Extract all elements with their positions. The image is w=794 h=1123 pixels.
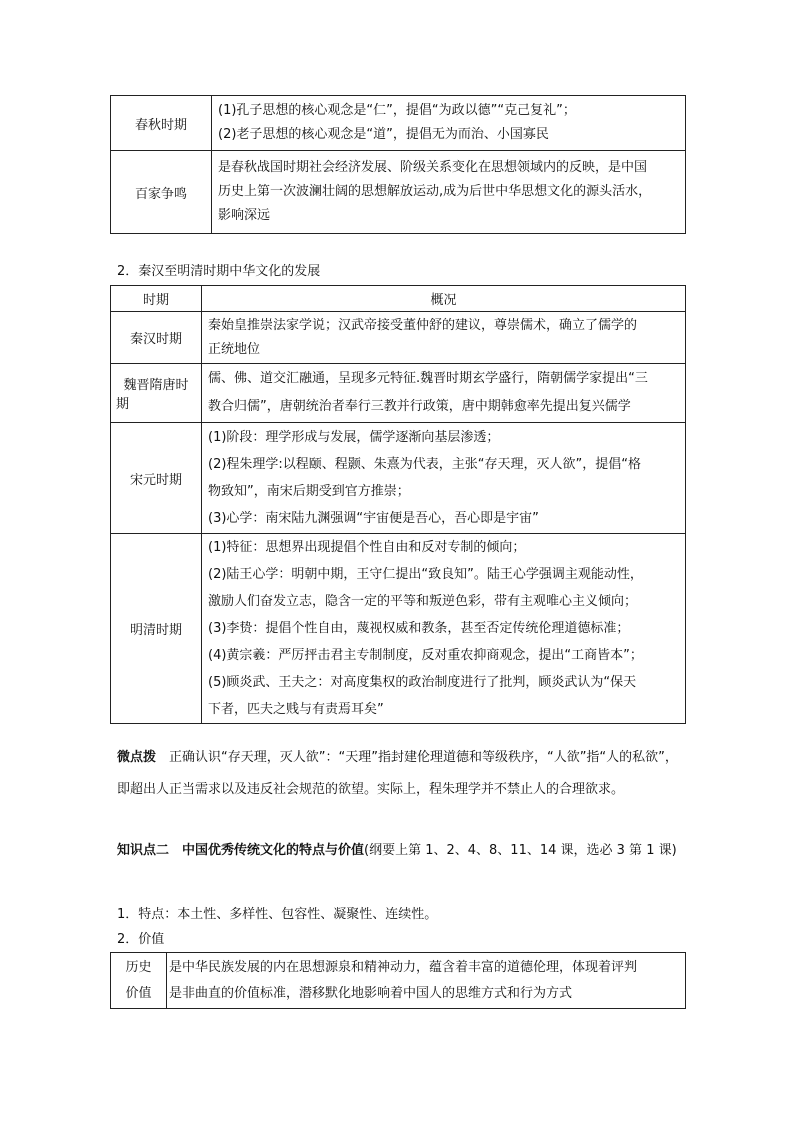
content-line: 历史上第一次波澜壮阔的思想解放运动,成为后世中华思想文化的源头活水， (218, 184, 652, 199)
features-line: 1．特点：本土性、多样性、包容性、凝聚性、连续性。 (117, 907, 438, 922)
row-label: 春秋时期 (111, 96, 212, 151)
label-line: 价值 (125, 985, 152, 1001)
table-qin-han-to-ming-qing (110, 285, 686, 724)
table-header-row (111, 286, 686, 312)
column-header: 时期 (111, 286, 202, 312)
content-line: (5)顾炎武、王夫之：对高度集权的政治制度进行了批判，顾炎武认为“保天 (208, 675, 637, 690)
content-line: (4)黄宗羲：严厉抨击君主专制制度，反对重农抑商观念，提出“工商皆本”； (208, 648, 643, 663)
row-label: 百家争鸣 (111, 151, 212, 234)
row-content (212, 151, 686, 234)
content-line: 正统地位 (208, 341, 261, 357)
table-row (111, 312, 686, 364)
content-line: (2)老子思想的核心观念是“道”，提倡无为而治、小国寡民 (218, 127, 549, 142)
table-row (111, 96, 686, 151)
row-content (167, 953, 686, 1009)
row-label (111, 953, 167, 1009)
content-line: (1)孔子思想的核心观念是“仁”，提倡“为政以德”“克己复礼”； (218, 103, 576, 118)
label-line: 期 (116, 397, 130, 412)
value-heading: 2．价值 (117, 932, 165, 947)
table-value (110, 952, 686, 1009)
table-row (111, 953, 686, 1009)
knowledge-point-paragraph (117, 835, 682, 867)
knowledge-point-note: (纲要上第 1、2、4、8、11、14 课，选必 3 第 1 课) (364, 843, 677, 858)
content-line: 是非曲直的价值标准，潜移默化地影响着中国人的思维方式和行为方式 (169, 985, 573, 1001)
content-line: 教合归儒”，唐朝统治者奉行三教并行政策，唐中期韩愈率先提出复兴儒学 (208, 399, 631, 414)
content-line: 下者，匹夫之贱与有责焉耳矣” (208, 702, 384, 717)
tip-paragraph (117, 742, 682, 806)
content-line: (3)心学：南宋陆九渊强调“宇宙便是吾心，吾心即是宇宙” (208, 511, 539, 526)
row-label: 宋元时期 (111, 423, 202, 534)
column-header: 概况 (202, 286, 686, 312)
content-line: (3)李贽：提倡个性自由，蔑视权威和教条，甚至否定传统伦理道德标准； (208, 621, 630, 636)
table-row (111, 534, 686, 724)
row-content (212, 96, 686, 151)
row-label: 明清时期 (111, 534, 202, 724)
row-content (202, 534, 686, 724)
content-line: (2)程朱理学:以程颐、程颢、朱熹为代表，主张“存天理，灭人欲”，提倡“格 (208, 457, 641, 472)
row-label (111, 364, 202, 423)
row-content (202, 364, 686, 423)
row-content (202, 423, 686, 534)
section-heading: 2．秦汉至明清时期中华文化的发展 (117, 264, 321, 279)
content-line: 影响深远 (218, 208, 271, 223)
content-line: 儒、佛、道交汇融通，呈现多元特征.魏晋时期玄学盛行，隋朝儒学家提出“三 (208, 371, 648, 386)
content-line: 物致知”，南宋后期受到官方推崇； (208, 484, 410, 499)
label-line: 魏晋隋唐时 (123, 378, 189, 393)
content-line: (1)阶段：理学形成与发展，儒学逐渐向基层渗透； (208, 430, 500, 445)
row-content (202, 312, 686, 364)
tip-body: 正确认识“存天理，灭人欲”：“天理”指封建伦理道德和等级秩序，“人欲”指“人的私欲”，即超出人正当需求以及违反社会规范的欲望。实际上，程朱理学并不禁止人的合理欲求。 (117, 750, 678, 797)
table-row (111, 364, 686, 423)
row-label: 秦汉时期 (111, 312, 202, 364)
table-spring-autumn (110, 95, 686, 234)
content-line: 秦始皇推崇法家学说；汉武帝接受董仲舒的建议，尊崇儒术，确立了儒学的 (208, 317, 638, 333)
label-line: 历史 (125, 959, 152, 975)
content-line: 是中华民族发展的内在思想源泉和精神动力，蕴含着丰富的道德伦理，体现着评判 (169, 959, 638, 975)
content-line: (1)特征：思想界出现提倡个性自由和反对专制的倾向； (208, 540, 526, 555)
content-line: (2)陆王心学：明朝中期，王守仁提出“致良知”。陆王心学强调主观能动性， (208, 567, 643, 582)
content-line: 是春秋战国时期社会经济发展、阶级关系变化在思想领域内的反映，是中国 (218, 160, 648, 175)
table-row (111, 423, 686, 534)
content-line: 激励人们奋发立志，隐含一定的平等和叛逆色彩，带有主观唯心主义倾向； (208, 594, 638, 609)
tip-title: 微点拨 (117, 750, 157, 765)
table-row (111, 151, 686, 234)
knowledge-point-title: 知识点二 中国优秀传统文化的特点与价值 (117, 843, 365, 858)
